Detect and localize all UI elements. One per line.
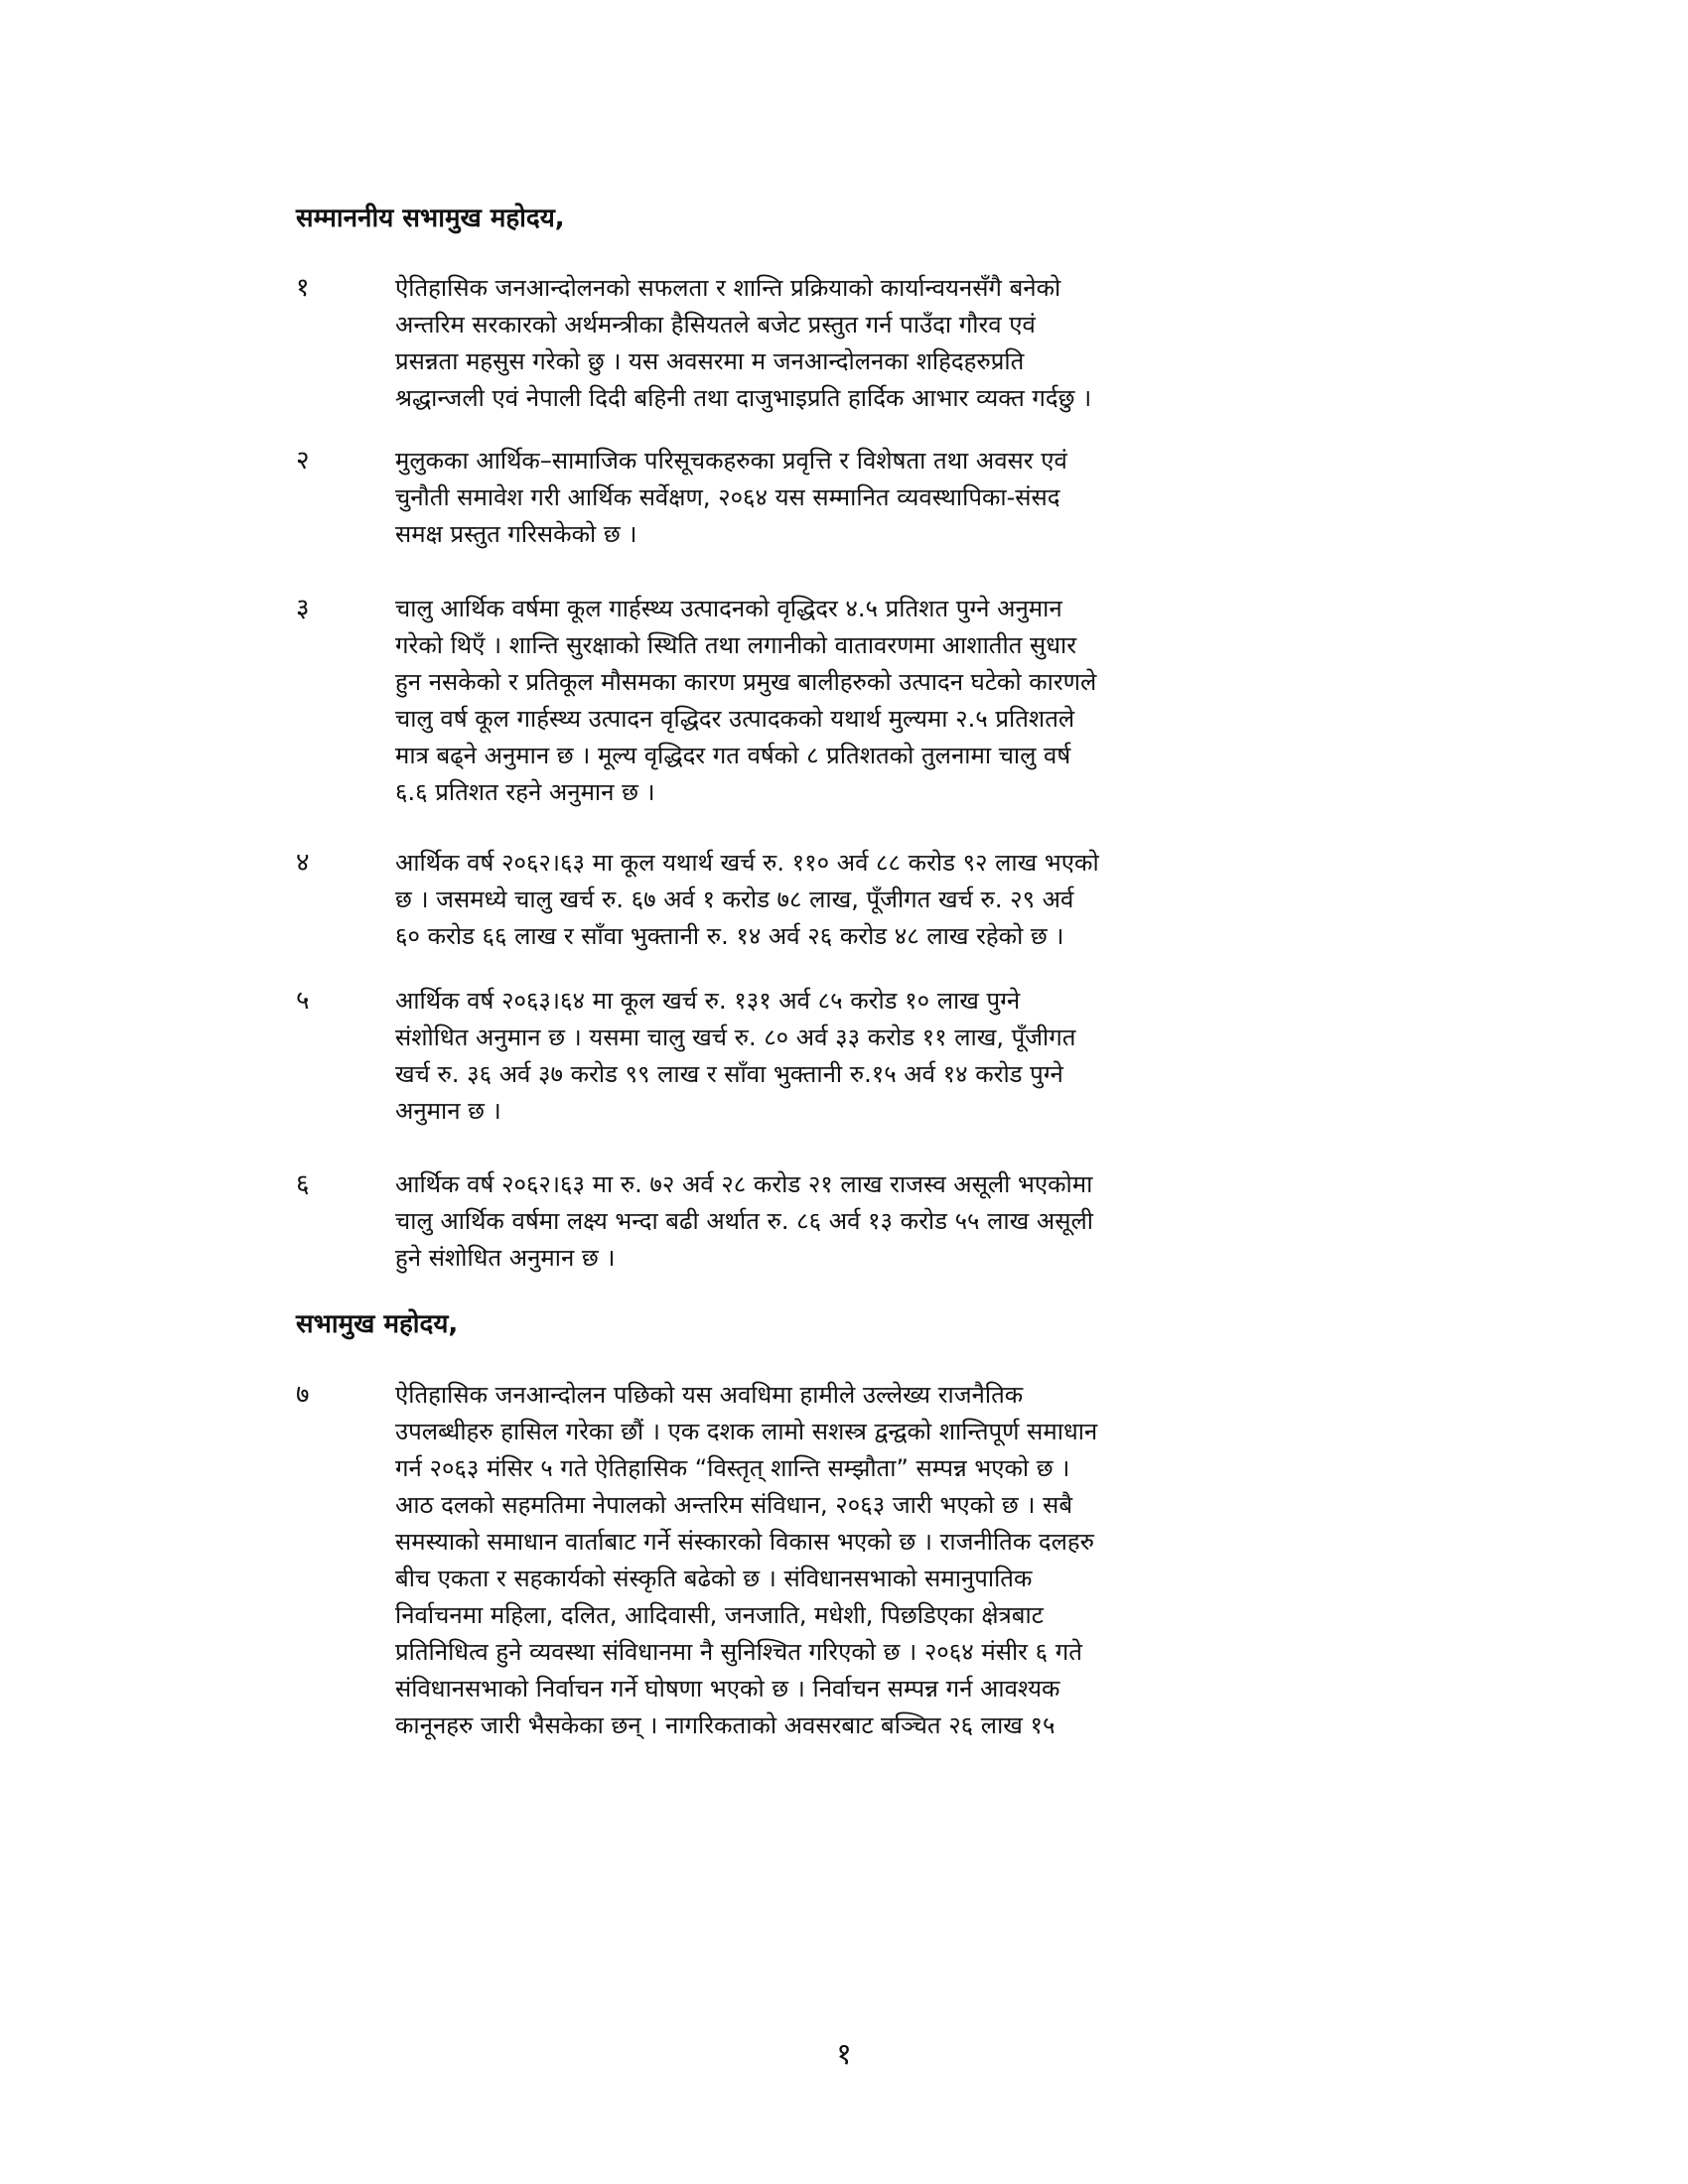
paragraph-number: ५ — [296, 986, 310, 1016]
text-line: मात्र बढ्ने अनुमान छ । मूल्य वृद्धिदर गत वर्षको ८ प्रतिशतको तुलनामा चालु वर्ष — [395, 742, 1071, 769]
text-line: आर्थिक वर्ष २०६२।६३ मा रु. ७२ अर्व २८ करोड २१ लाख राजस्व असूली भएकोमा — [395, 1170, 1093, 1198]
page-number: १ — [836, 2037, 852, 2072]
text-line: हुन नसकेको र प्रतिकूल मौसमका कारण प्रमुख बालीहरुको उत्पादन घटेको कारणले — [395, 668, 1097, 696]
paragraph-text — [395, 1166, 1255, 1277]
text-line: आर्थिक वर्ष २०६३।६४ मा कूल खर्च रु. १३१ अर्व ८५ करोड १० लाख पुग्ने — [395, 987, 1021, 1015]
text-line: छ । जसमध्ये चालु खर्च रु. ६७ अर्व १ करोड ७८ लाख, पूँजीगत खर्च रु. २९ अर्व — [395, 886, 1074, 913]
text-line: अनुमान छ । — [395, 1097, 501, 1125]
text-line: आर्थिक वर्ष २०६२।६३ मा कूल यथार्थ खर्च रु. ११० अर्व ८८ करोड ९२ लाख भएको — [395, 849, 1099, 877]
paragraph-number: १ — [296, 273, 310, 303]
text-line: मुलुकका आर्थिक–सामाजिक परिसूचकहरुका प्रवृत्ति र विशेषता तथा अवसर एवं — [395, 447, 1067, 475]
paragraph-text — [395, 845, 1255, 955]
text-line: चालु वर्ष कूल गार्हस्थ्य उत्पादन वृद्धिदर उत्पादकको यथार्थ मुल्यमा २.५ प्रतिशतले — [395, 705, 1075, 733]
text-line: समक्ष प्रस्तुत गरिसकेको छ । — [395, 520, 637, 548]
paragraph-number: ६ — [296, 1169, 310, 1199]
text-line: निर्वाचनमा महिला, दलित, आदिवासी, जनजाति, मधेशी, पिछडिएका क्षेत्रबाट — [395, 1601, 1044, 1629]
paragraph-text — [395, 591, 1255, 811]
text-line: श्रद्धान्जली एवं नेपाली दिदी बहिनी तथा दाजुभाइप्रति हार्दिक आभार व्यक्त गर्दछु । — [395, 384, 1092, 412]
text-line: समस्याको समाधान वार्ताबाट गर्ने संस्कारको विकास भएको छ । राजनीतिक दलहरु — [395, 1528, 1095, 1556]
paragraph-number: ४ — [296, 848, 310, 878]
text-line: ऐतिहासिक जनआन्दोलन पछिको यस अवधिमा हामीले उल्लेख्य राजनैतिक — [395, 1381, 1024, 1409]
text-line: ६० करोड ६६ लाख र साँवा भुक्तानी रु. १४ अर्व २६ करोड ४८ लाख रहेको छ । — [395, 922, 1064, 950]
text-line: कानूनहरु जारी भैसकेका छन् । नागरिकताको अवसरबाट बञ्चित २६ लाख १५ — [395, 1711, 1055, 1739]
text-line: संशोधित अनुमान छ । यसमा चालु खर्च रु. ८० अर्व ३३ करोड ११ लाख, पूँजीगत — [395, 1024, 1076, 1051]
text-line: चालु आर्थिक वर्षमा कूल गार्हस्थ्य उत्पादनको वृद्धिदर ४.५ प्रतिशत पुग्ने अनुमान — [395, 595, 1062, 622]
text-line: अन्तरिम सरकारको अर्थमन्त्रीका हैसियतले बजेट प्रस्तुत गर्न पाउँदा गौरव एवं — [395, 311, 1036, 339]
text-line: आठ दलको सहमतिमा नेपालको अन्तरिम संविधान, २०६३ जारी भएको छ । सबै — [395, 1491, 1073, 1519]
text-line: ६.६ प्रतिशत रहने अनुमान छ । — [395, 778, 655, 806]
paragraph-number: २ — [296, 446, 310, 476]
salutation-heading-2: सभामुख महोदय, — [296, 1309, 459, 1339]
text-line: उपलब्धीहरु हासिल गरेका छौं । एक दशक लामो सशस्त्र द्वन्द्वको शान्तिपूर्ण समाधान — [395, 1418, 1098, 1445]
text-line: चालु आर्थिक वर्षमा लक्ष्य भन्दा बढी अर्थात रु. ८६ अर्व १३ करोड ५५ लाख असूली — [395, 1207, 1093, 1235]
text-line: हुने संशोधित अनुमान छ । — [395, 1244, 616, 1272]
text-line: गर्न २०६३ मंसिर ५ गते ऐतिहासिक “विस्तृत् शान्ति सम्झौता” सम्पन्न भएको छ । — [395, 1454, 1070, 1482]
text-line: खर्च रु. ३६ अर्व ३७ करोड ९९ लाख र साँवा भुक्तानी रु.१५ अर्व १४ करोड पुग्ने — [395, 1060, 1063, 1088]
salutation-heading: सम्माननीय सभामुख महोदय, — [296, 204, 565, 233]
text-line: संविधानसभाको निर्वाचन गर्ने घोषणा भएको छ । निर्वाचन सम्पन्न गर्न आवश्यक — [395, 1675, 1060, 1703]
paragraph-number: ३ — [296, 594, 310, 623]
text-line: चुनौती समावेश गरी आर्थिक सर्वेक्षण, २०६४ यस सम्मानित व्यवस्थापिका-संसद — [395, 483, 1060, 511]
text-line: बीच एकता र सहकार्यको संस्कृति बढेको छ । संविधानसभाको समानुपातिक — [395, 1565, 1033, 1592]
paragraph-text — [395, 983, 1255, 1130]
text-line: प्रसन्नता महसुस गरेको छु । यस अवसरमा म जनआन्दोलनका शहिदहरुप्रति — [395, 347, 1025, 375]
text-line: ऐतिहासिक जनआन्दोलनको सफलता र शान्ति प्रक्रियाको कार्यान्वयनसँगै बनेको — [395, 274, 1061, 302]
paragraph-text — [395, 270, 1255, 417]
paragraph-text — [395, 1377, 1255, 1744]
paragraph-number: ७ — [296, 1380, 310, 1410]
paragraph-text — [395, 443, 1255, 553]
text-line: गरेको थिएँ । शान्ति सुरक्षाको स्थिति तथा लगानीको वातावरणमा आशातीत सुधार — [395, 631, 1077, 659]
text-line: प्रतिनिधित्व हुने व्यवस्था संविधानमा नै सुनिश्चित गरिएको छ । २०६४ मंसीर ६ गते — [395, 1638, 1082, 1666]
